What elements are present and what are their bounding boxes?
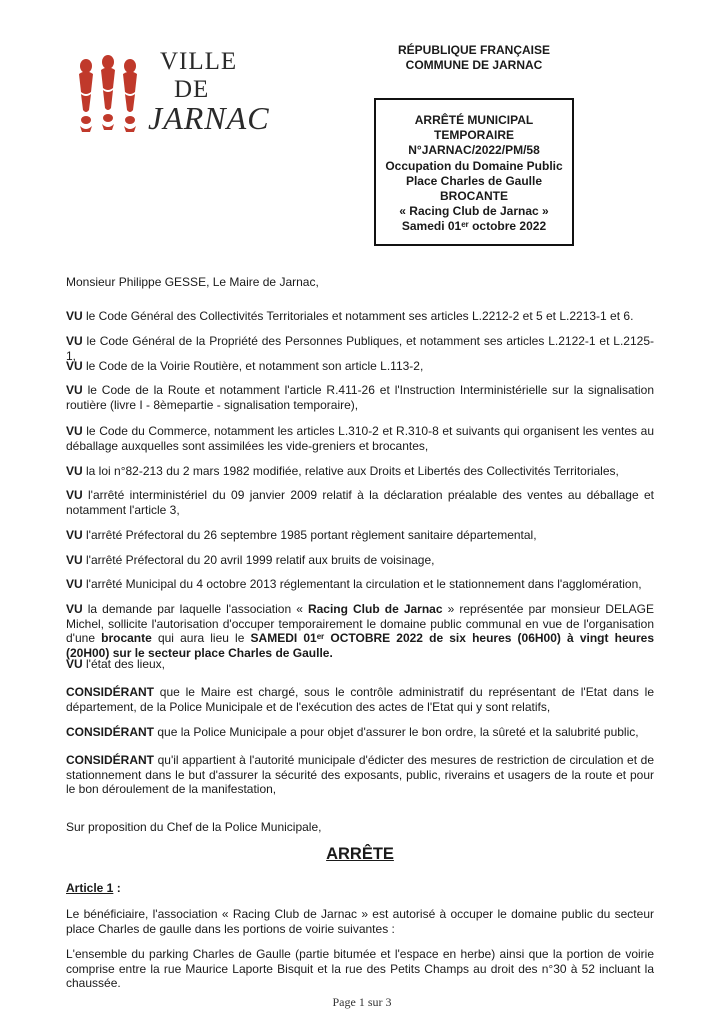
arrete-heading: ARRÊTE <box>326 845 394 863</box>
city-logo <box>76 48 270 138</box>
vu-paragraph-7: VU l'arrêté interministériel du 09 janvier 2009 relatif à la déclaration préalable des ventes au déballage et notamment l'article 3, <box>66 488 654 517</box>
considerant-paragraph-1: CONSIDÉRANT que le Maire est chargé, sous le contrôle administratif du représentant de l'Etat dans le département, de la Police Municipale et de l'exécution des actes de l'Etat qui y sont relatifs, <box>66 685 654 714</box>
vu-paragraph-3: VU le Code de la Voirie Routière, et notamment son article L.113-2, <box>66 359 424 373</box>
vu-paragraph-12: VU l'état des lieux, <box>66 657 166 671</box>
vu-paragraph-6: VU la loi n°82-213 du 2 mars 1982 modifiée, relative aux Droits et Libertés des Collectivités Territoriales, <box>66 464 619 478</box>
considerant-paragraph-3: CONSIDÉRANT qu'il appartient à l'autorité municipale d'édicter des mesures de restriction de circulation et de stationnement dans le but d'assurer la sécurité des exposants, public, riverains et usagers de la route et pour le bon déroulement de la manifestation, <box>66 753 654 797</box>
logo-line-jarnac: JARNAC <box>148 100 270 136</box>
logo-line-ville: VILLE <box>160 48 238 75</box>
box-line-8: Samedi 01ᵉʳ octobre 2022 <box>401 219 547 234</box>
page-footer: Page 1 sur 3 <box>332 995 392 1009</box>
republic-header <box>378 43 570 73</box>
commune-label: COMMUNE DE JARNAC <box>405 58 543 72</box>
box-line-6: BROCANTE <box>440 189 508 204</box>
republic-label: RÉPUBLIQUE FRANÇAISE <box>397 43 550 57</box>
vu-paragraph-2: VU le Code Général de la Propriété des Personnes Publiques, et notamment ses articles L.2122-1 et L.2125-1, <box>66 334 654 363</box>
box-line-2: TEMPORAIRE <box>433 128 514 143</box>
vu-paragraph-1: VU le Code Général des Collectivités Territoriales et notamment ses articles L.2212-2 et 5 et L.2213-1 et 6. <box>66 309 634 323</box>
box-line-5: Place Charles de Gaulle <box>405 173 543 188</box>
vu-paragraph-8: VU l'arrêté Préfectoral du 26 septembre 1985 portant règlement sanitaire départemental, <box>66 528 537 542</box>
box-line-3: N°JARNAC/2022/PM/58 <box>408 143 540 158</box>
article-1-paragraph-1: Le bénéficiaire, l'association « Racing Club de Jarnac » est autorisé à occuper le domaine public du secteur place Charles de gaulle dans les portions de voirie suivantes : <box>66 907 654 936</box>
box-line-4: Occupation du Domaine Public <box>385 158 563 173</box>
box-line-7: « Racing Club de Jarnac » <box>399 204 549 219</box>
considerant-paragraph-2: CONSIDÉRANT que la Police Municipale a pour objet d'assurer le bon ordre, la sûreté et la salubrité public, <box>66 725 639 739</box>
vu-paragraph-5: VU le Code du Commerce, notamment les articles L.310-2 et R.310-8 et suivants qui organisent les ventes au déballage auxquelles sont assimilées les vide-greniers et brocantes, <box>66 424 654 453</box>
box-line-1: ARRÊTÉ MUNICIPAL <box>414 113 534 127</box>
intro-paragraph: Monsieur Philippe GESSE, Le Maire de Jarnac, <box>66 275 319 289</box>
arrete-title-box <box>374 98 574 246</box>
proposal-paragraph: Sur proposition du Chef de la Police Municipale, <box>66 820 322 834</box>
vu-paragraph-10: VU l'arrêté Municipal du 4 octobre 2013 réglementant la circulation et le stationnement dans l'agglomération, <box>66 577 642 591</box>
logo-line-de: DE <box>174 76 210 103</box>
article-1-heading: Article 1 : <box>66 881 121 895</box>
vu-paragraph-11: VU la demande par laquelle l'association « Racing Club de Jarnac » représentée par monsieur DELAGE Michel, sollicite l'autorisation d'occuper temporairement le domaine public communal en vue de l'organisation d'une brocante qui aura lieu le SAMEDI 01ᵉʳ OCTOBRE 2022 de six heures (06H00) à vingt heures (20H00) sur le secteur place Charles de Gaulle. <box>66 602 654 660</box>
jarnac-emblem-icon <box>76 52 140 136</box>
vu-paragraph-4: VU le Code de la Route et notamment l'article R.411-26 et l'Instruction Interministérielle sur la signalisation routière (livre I - 8èmepartie - signalisation temporaire), <box>66 383 654 412</box>
vu-paragraph-9: VU l'arrêté Préfectoral du 20 avril 1999 relatif aux bruits de voisinage, <box>66 553 435 567</box>
article-1-paragraph-2: L'ensemble du parking Charles de Gaulle (partie bitumée et l'espace en herbe) ainsi que la portion de voirie comprise entre la rue Maurice Laporte Bisquit et la rue des Petits Champs au droit des n°30 à 52 incluant la chaussée. <box>66 947 654 991</box>
